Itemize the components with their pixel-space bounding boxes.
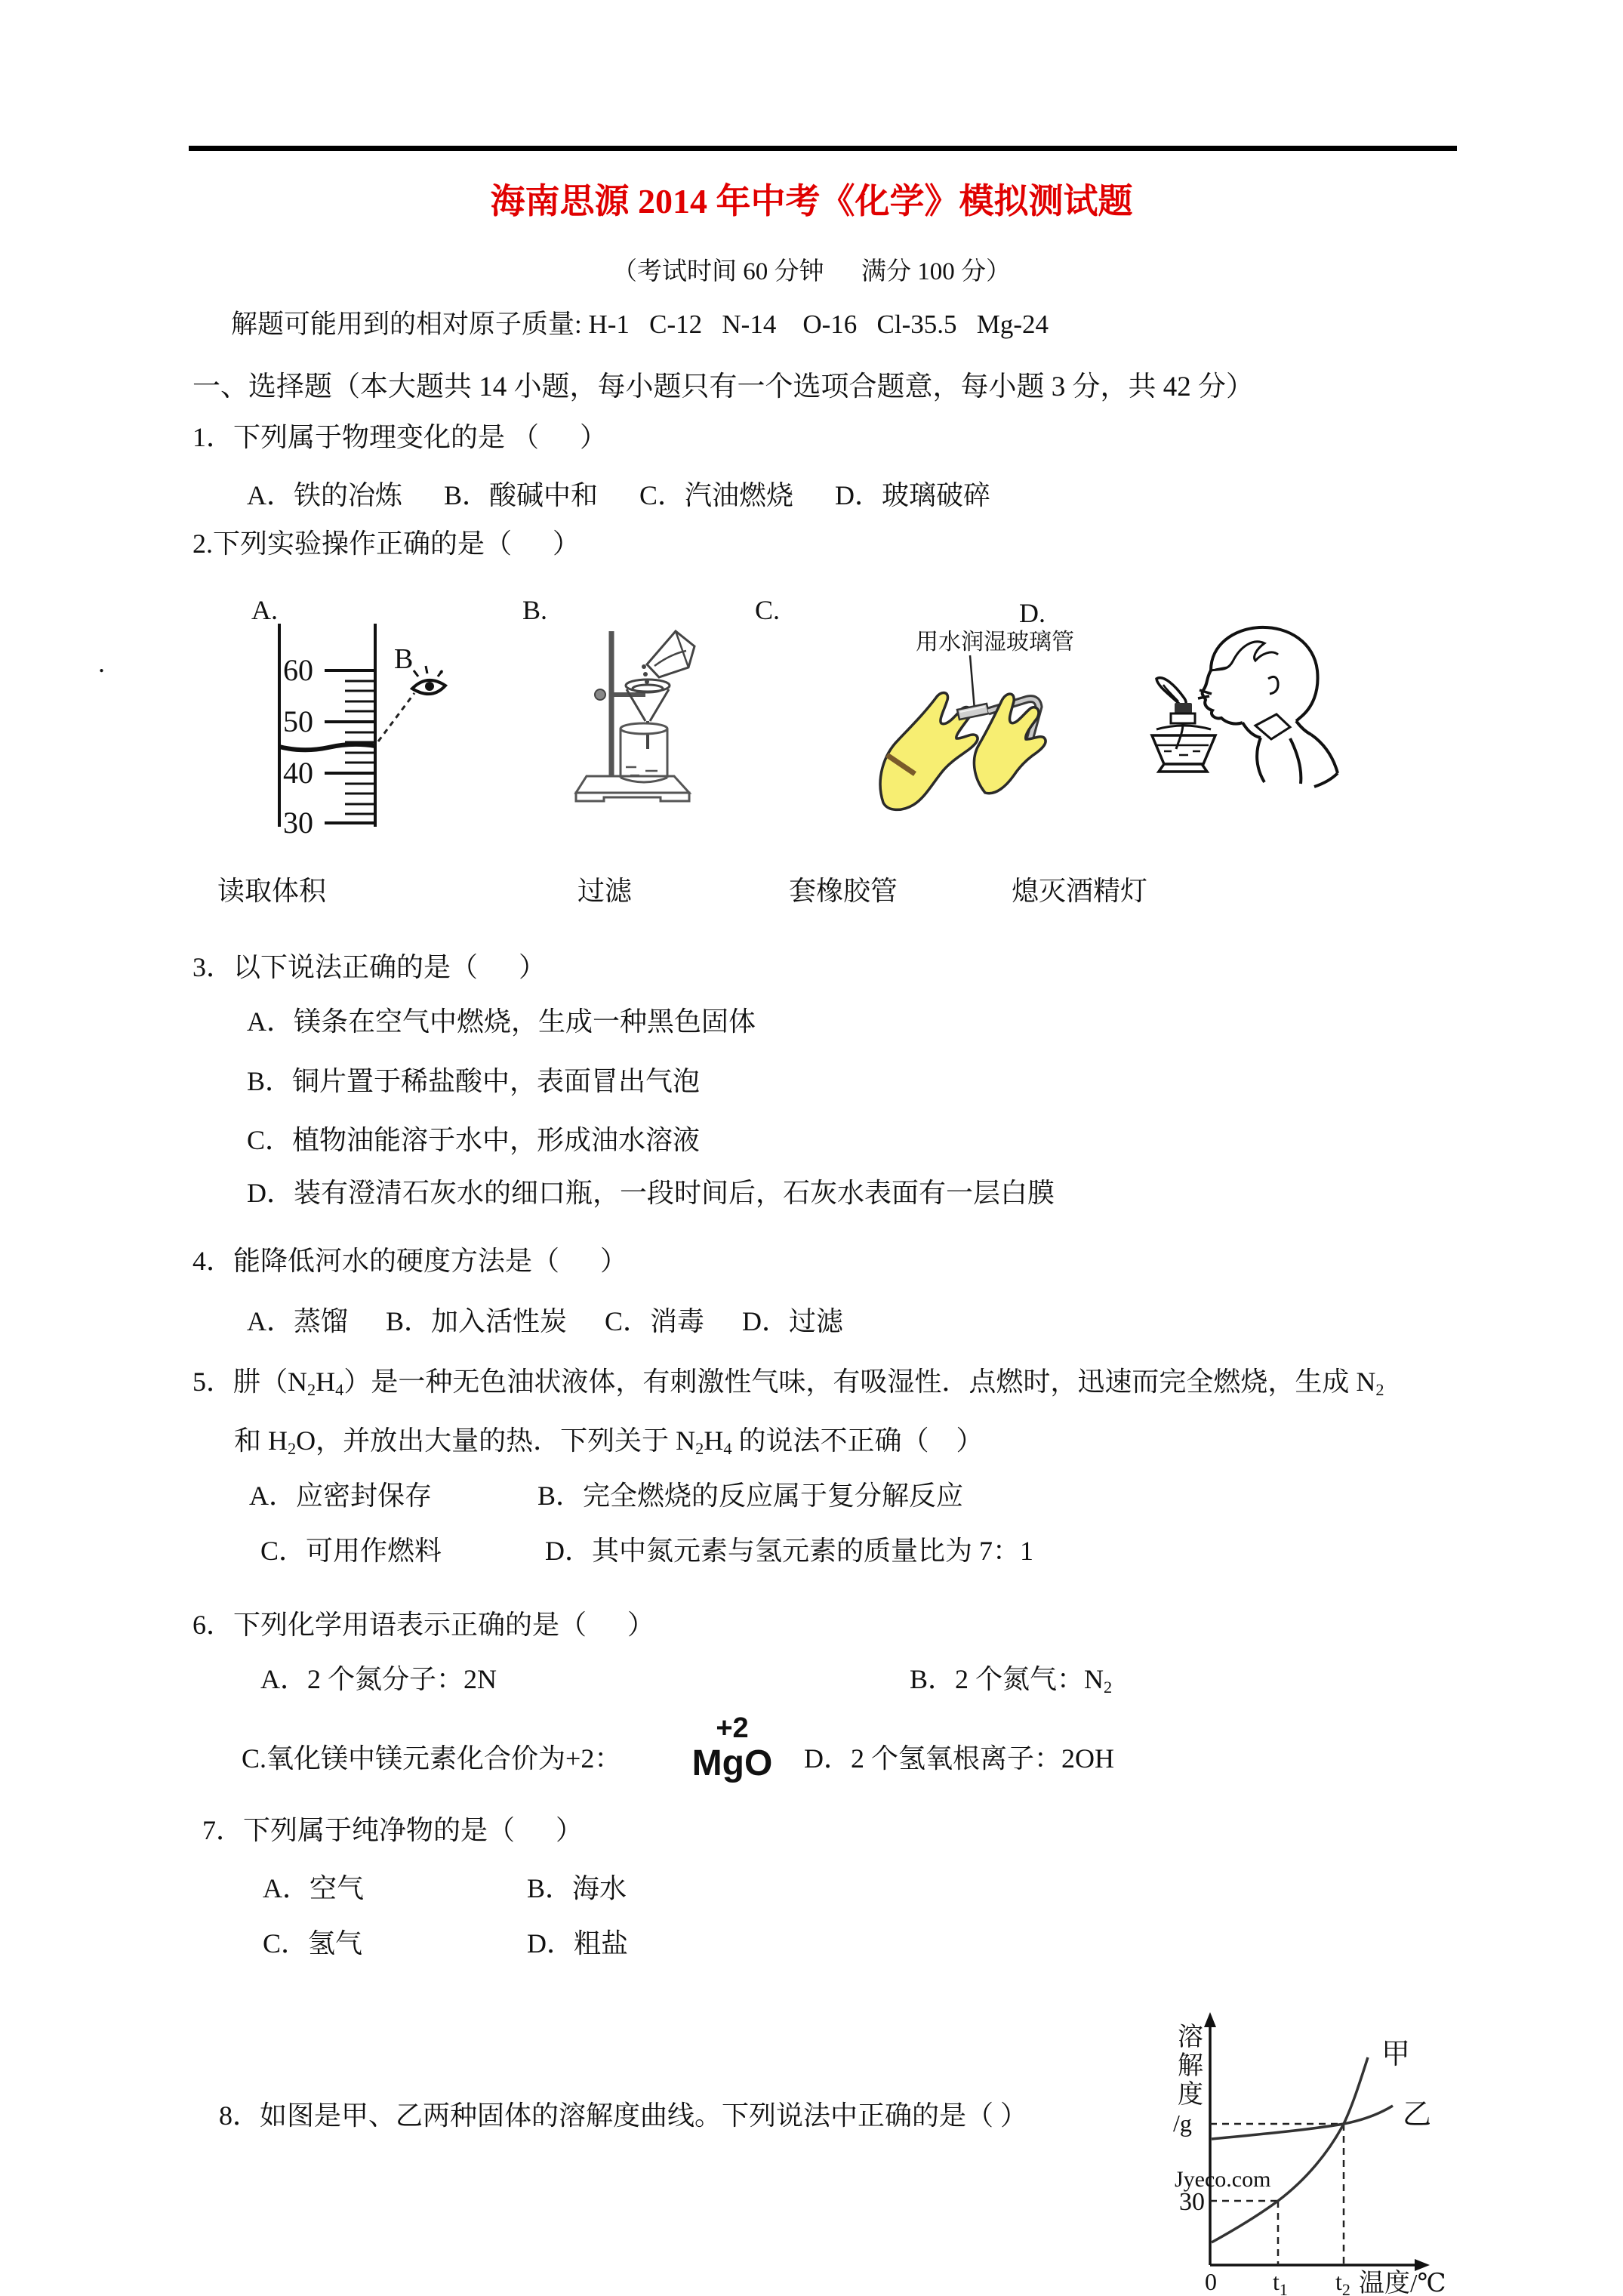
blow-lamp-figure (1141, 624, 1360, 790)
q6-stem: 6．下列化学用语表示正确的是（ ） (192, 1610, 655, 1640)
series-label-jia: 甲 (1381, 2039, 1411, 2070)
stray-dot-left: . (98, 648, 105, 678)
tube-connection-figure (872, 625, 1098, 814)
q1-option-d: D．玻璃破碎 (835, 480, 991, 510)
sight-line (378, 693, 414, 741)
xtick-t1: $t_1$ (1273, 2268, 1288, 2296)
q5-stem-line1: 5．肼$(N_2H_4)$是一种无色油状液体，有刺激性气味，有吸湿性．点燃时，迅速而完全燃烧，生成 $N_2$ (192, 1367, 1384, 1400)
stray-letter-b: B (394, 643, 414, 675)
q6-option-d: D．2 个氢氧根离子：2OH (804, 1743, 1114, 1774)
q4-option-d: D．过滤 (742, 1306, 844, 1336)
eye-icon (412, 666, 445, 694)
q7-option-d: D．粗盐 (527, 1928, 628, 1959)
glass-tube (957, 704, 989, 720)
page-title: 海南思源 2014 年中考《化学》模拟测试题 (490, 182, 1133, 220)
dashed-guides (1210, 2124, 1344, 2265)
cylinder-tick-60: 60 (283, 653, 313, 687)
q1-options (247, 474, 990, 513)
q6-valence-label: +2 (716, 1712, 749, 1744)
xtick-0: 0 (1205, 2268, 1217, 2295)
q6-option-b: B．2 个氮气：$N_2$ (910, 1664, 1113, 1697)
graduated-cylinder-figure (189, 618, 460, 840)
ylabel-unit: /g (1173, 2110, 1192, 2137)
stray-dot-right: . (438, 649, 445, 680)
pouring-beaker (647, 631, 694, 677)
q6-option-a: A．2 个氮分子：2N (260, 1664, 497, 1694)
chart-watermark: Jyeco.com (1175, 2167, 1271, 2192)
q3-option-c: C．植物油能溶于水中，形成油水溶液 (247, 1125, 701, 1155)
series-label-yi: 乙 (1403, 2099, 1432, 2131)
cylinder-tick-40: 40 (283, 756, 313, 790)
q3-option-b: B．铜片置于稀盐酸中，表面冒出气泡 (247, 1066, 701, 1096)
q3-stem: 3．以下说法正确的是（ ） (192, 952, 547, 982)
q7-option-b: B．海水 (527, 1873, 627, 1903)
caption-extinguish-lamp: 熄灭酒精灯 (1012, 876, 1148, 906)
top-divider (189, 146, 1457, 151)
atomic-masses-line: 解题可能用到的相对原子质量: H-1 C-12 N-14 O-16 Cl-35.5 Mg-24 (231, 310, 1049, 339)
filtration-figure (570, 619, 713, 808)
y-axis-arrow (1204, 2012, 1216, 2027)
q1-option-b: B．酸碱中和 (444, 480, 599, 510)
q3-option-d: D．装有澄清石灰水的细口瓶，一段时间后，石灰水表面有一层白膜 (247, 1178, 1055, 1208)
q4-option-a: A．蒸馏 (247, 1306, 348, 1336)
q5-option-b: B．完全燃烧的反应属于复分解反应 (537, 1481, 964, 1511)
funnel-icon (626, 680, 670, 749)
q6-option-c: C.氧化镁中镁元素化合价为+2： (242, 1743, 622, 1774)
q5-option-c: C．可用作燃料 (260, 1536, 442, 1566)
q2-figure-label-d: D. (1019, 598, 1046, 628)
q5-option-d: D．其中氮元素与氢元素的质量比为 7：1 (545, 1536, 1033, 1566)
ylabel-char-3: 度 (1178, 2081, 1203, 2109)
caption-read-volume: 读取体积 (217, 876, 327, 906)
clamp-knob (595, 689, 605, 700)
solubility-chart (1161, 2009, 1621, 2296)
ylabel-char-1: 溶 (1178, 2023, 1203, 2051)
liquid-meniscus (279, 744, 375, 750)
caption-attach-rubber-tube: 套橡胶管 (789, 876, 898, 906)
boy-profile (1203, 627, 1338, 787)
q4-options (247, 1300, 843, 1339)
xlabel-temperature: 温度/℃ (1359, 2270, 1446, 2296)
q2-stem: 2.下列实验操作正确的是（ ） (192, 529, 581, 559)
q8-stem: 8．如图是甲、乙两种固体的溶解度曲线。下列说法中正确的是（ ） (219, 2100, 1028, 2131)
stand-base (576, 776, 689, 801)
q3-option-a: A．镁条在空气中燃烧，生成一种黑色固体 (247, 1006, 756, 1037)
note-leader-line (970, 655, 975, 710)
cylinder-tick-30: 30 (283, 806, 313, 840)
q7-option-a: A．空气 (263, 1873, 364, 1903)
exam-info-subtitle: （考试时间 60 分钟 满分 100 分） (612, 258, 1011, 285)
q4-option-c: C．消毒 (605, 1306, 705, 1336)
q5-option-a: A．应密封保存 (249, 1481, 432, 1511)
q6-formula-mgo: MgO (691, 1743, 773, 1783)
tube-note-label: 用水润湿玻璃管 (916, 630, 1074, 655)
q7-stem: 7．下列属于纯净物的是（ ） (202, 1815, 584, 1845)
caption-filter: 过滤 (577, 876, 633, 906)
q2-figure-label-a: A. (251, 595, 278, 625)
ytick-30: 30 (1179, 2188, 1205, 2216)
q1-option-c: C．汽油燃烧 (639, 480, 794, 510)
q1-option-a: A．铁的冶炼 (247, 480, 402, 510)
q7-option-c: C．氢气 (263, 1928, 363, 1959)
q1-stem: 1．下列属于物理变化的是 （ ） (192, 422, 608, 452)
xtick-t2: $t_2$ (1335, 2268, 1350, 2296)
q5-stem-line2: 和 $H_2O$，并放出大量的热．下列关于 $N_2H_4$ 的说法不正确（ ） (234, 1425, 984, 1459)
q4-option-b: B．加入活性炭 (386, 1306, 568, 1336)
section-1-header: 一、选择题（本大题共 14 小题，每小题只有一个选项合题意，每小题 3 分，共 42 分） (192, 371, 1254, 402)
q4-stem: 4．能降低河水的硬度方法是（ ） (192, 1246, 628, 1276)
collecting-beaker (621, 723, 667, 782)
cylinder-tick-50: 50 (283, 704, 313, 738)
curve-yi (1212, 2106, 1393, 2139)
ylabel-char-2: 解 (1178, 2052, 1203, 2080)
q2-figure-label-b: B. (522, 595, 548, 625)
q2-figure-label-c: C. (755, 595, 781, 625)
